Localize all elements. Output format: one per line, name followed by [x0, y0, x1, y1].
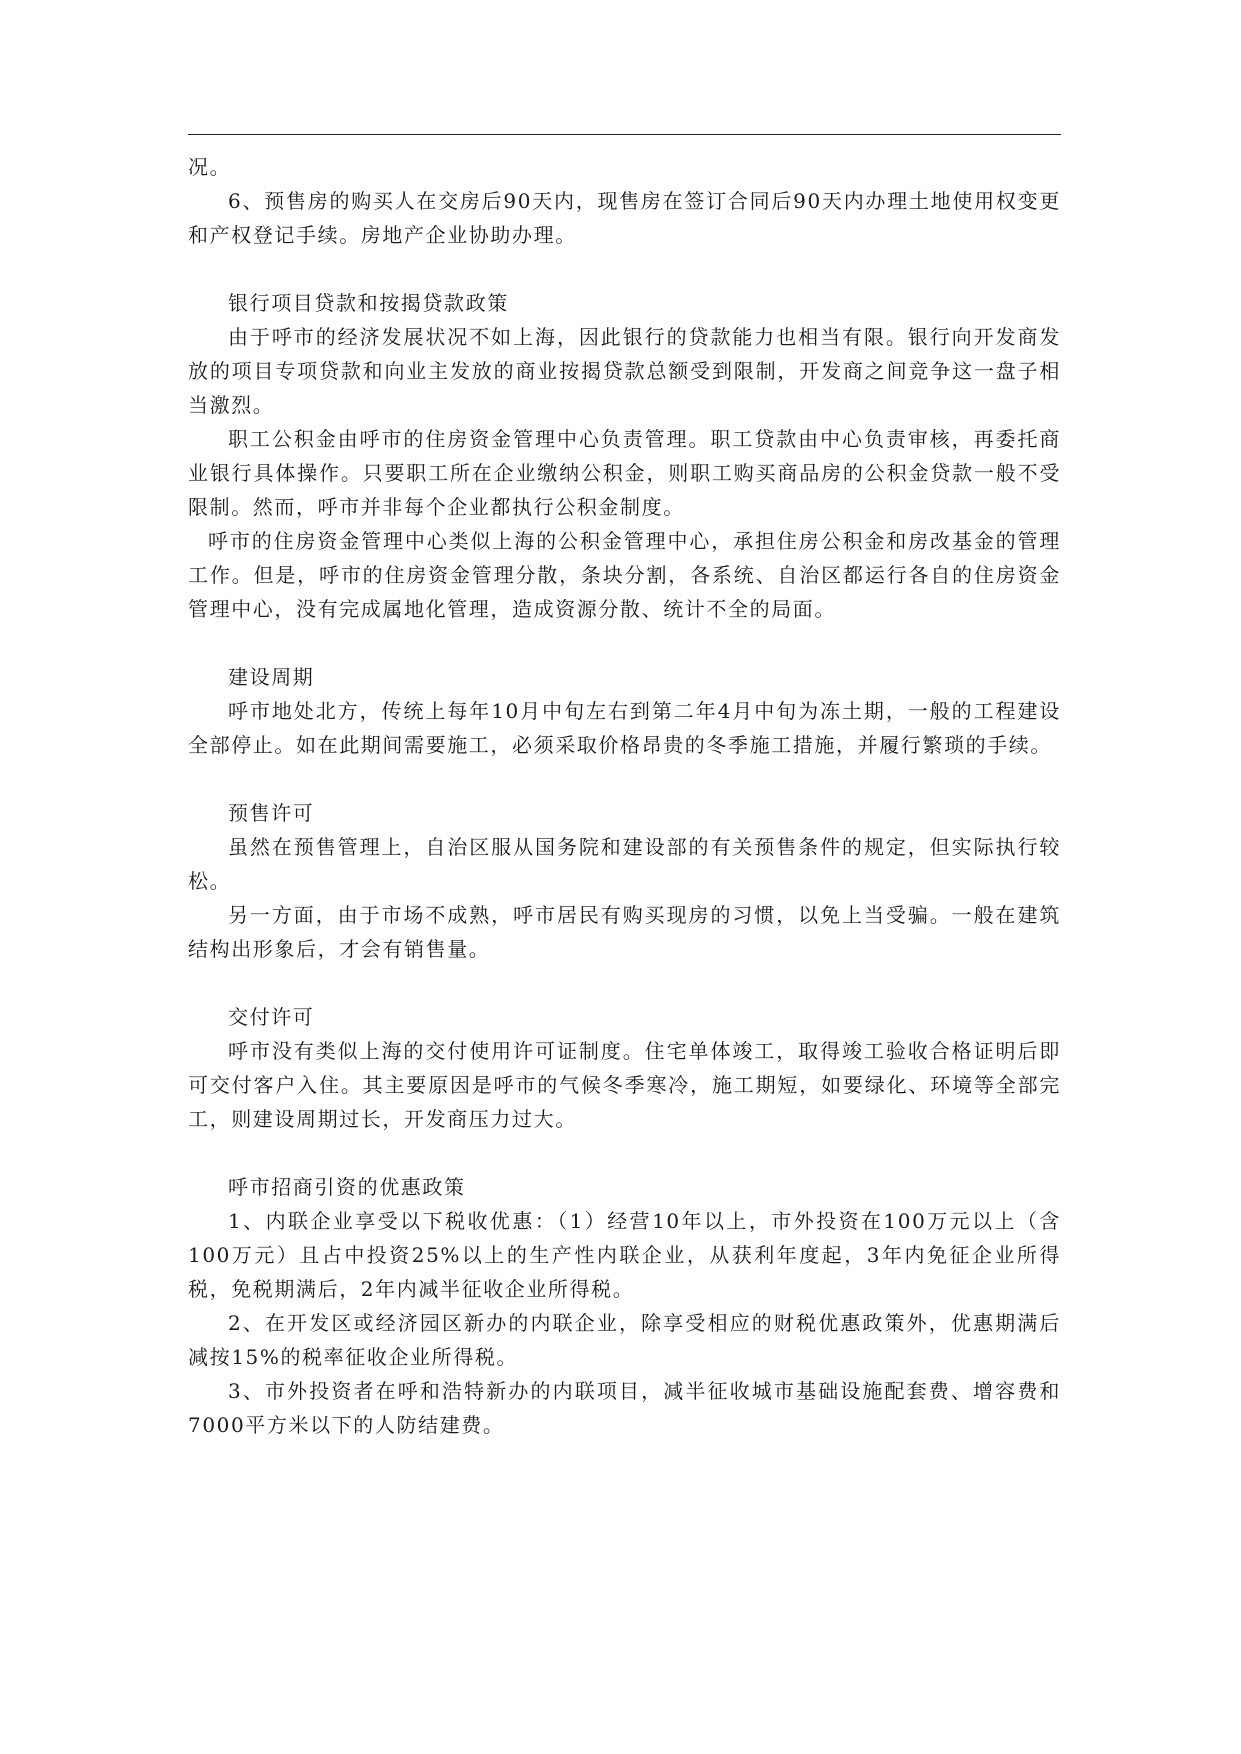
paragraph-bank-2: 职工公积金由呼市的住房资金管理中心负责管理。职工贷款由中心负责审核，再委托商业银行具体操作。只要职工所在企业缴纳公积金，则职工购买商品房的公积金贷款一般不受限制。然而，呼市并非每个企业都执行公积金制度。: [188, 427, 1061, 519]
section-heading-bank-loans: 银行项目贷款和按揭贷款政策: [228, 291, 509, 315]
paragraph-item-6: 6、预售房的购买人在交房后90天内，现售房在签订合同后90天内办理土地使用权变更和产权登记手续。房地产企业协助办理。: [188, 189, 1061, 247]
header-rule: [188, 134, 1061, 135]
paragraph-incentives-3: 3、市外投资者在呼和浩特新办的内联项目，减半征收城市基础设施配套费、增容费和7000平方米以下的人防结建费。: [188, 1379, 1061, 1437]
paragraph-presale-2: 另一方面，由于市场不成熟，呼市居民有购买现房的习惯，以免上当受骗。一般在建筑结构出形象后，才会有销售量。: [188, 903, 1061, 961]
section-heading-delivery-permit: 交付许可: [228, 1005, 315, 1029]
paragraph-bank-1: 由于呼市的经济发展状况不如上海，因此银行的贷款能力也相当有限。银行向开发商发放的项目专项贷款和向业主发放的商业按揭贷款总额受到限制，开发商之间竞争这一盘子相当激烈。: [188, 325, 1061, 417]
section-heading-construction-cycle: 建设周期: [228, 665, 315, 689]
paragraph-continuation: 况。: [188, 155, 232, 179]
paragraph-delivery-1: 呼市没有类似上海的交付使用许可证制度。住宅单体竣工，取得竣工验收合格证明后即可交付客户入住。其主要原因是呼市的气候冬季寒冷，施工期短，如要绿化、环境等全部完工，则建设周期过长，开发商压力过大。: [188, 1039, 1061, 1131]
paragraph-incentives-2: 2、在开发区或经济园区新办的内联企业，除享受相应的财税优惠政策外，优惠期满后减按15%的税率征收企业所得税。: [188, 1311, 1061, 1369]
section-heading-presale-permit: 预售许可: [228, 801, 315, 825]
document-body: [188, 150, 1061, 1442]
paragraph-presale-1: 虽然在预售管理上，自治区服从国务院和建设部的有关预售条件的规定，但实际执行较松。: [188, 835, 1061, 893]
paragraph-incentives-1: 1、内联企业享受以下税收优惠：（1）经营10年以上，市外投资在100万元以上（含100万元）且占中投资25%以上的生产性内联企业，从获利年度起，3年内免征企业所得税，免税期满后，2年内减半征收企业所得税。: [188, 1209, 1061, 1301]
paragraph-bank-3: 呼市的住房资金管理中心类似上海的公积金管理中心，承担住房公积金和房改基金的管理工作。但是，呼市的住房资金管理分散，条块分割，各系统、自治区都运行各自的住房资金管理中心，没有完成属地化管理，造成资源分散、统计不全的局面。: [188, 529, 1061, 621]
section-heading-investment-incentives: 呼市招商引资的优惠政策: [228, 1175, 466, 1199]
paragraph-cycle-1: 呼市地处北方，传统上每年10月中旬左右到第二年4月中旬为冻土期，一般的工程建设全部停止。如在此期间需要施工，必须采取价格昂贵的冬季施工措施，并履行繁琐的手续。: [188, 699, 1061, 757]
